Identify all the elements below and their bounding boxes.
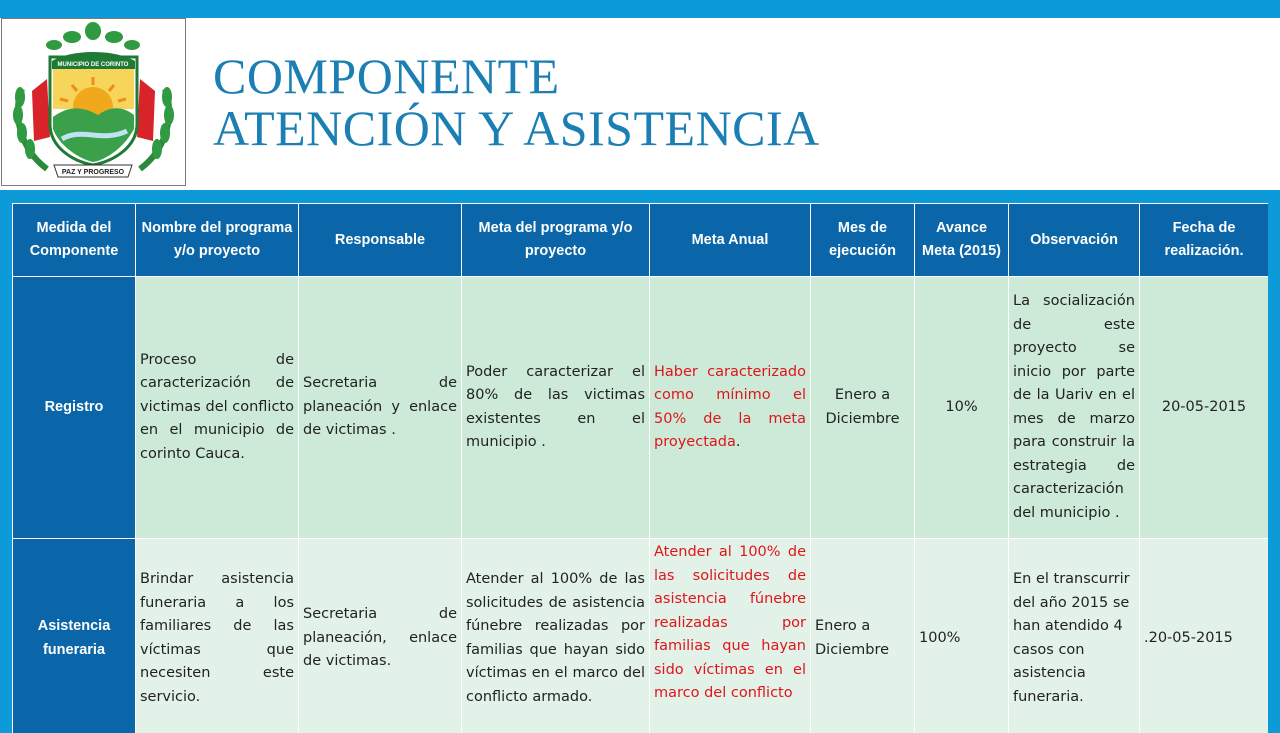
- logo-text-top: MUNICIPIO DE CORINTO: [58, 62, 129, 68]
- meta-programa-cell: Poder caracterizar el 80% de las victimas existentes en el municipio .: [462, 277, 650, 539]
- meta-anual-cell: [650, 277, 811, 539]
- programa-cell: Proceso de caracterización de victimas del conflicto en el municipio de corinto Cauca.: [136, 277, 299, 539]
- programa-cell: Brindar asistencia funeraria a los familiares de las víctimas que necesiten este servicio.: [136, 539, 299, 733]
- column-header: Observación: [1009, 204, 1140, 277]
- column-header: Meta del programa y/o proyecto: [462, 204, 650, 277]
- page-title: [213, 50, 820, 154]
- fecha-cell: 20-05-2015: [1140, 277, 1269, 539]
- top-band: [0, 0, 1280, 18]
- table-row: [13, 539, 1269, 733]
- meta-anual-text: Atender al 100% de las solicitudes de asistencia fúnebre realizadas por familias que hayan sido víctimas en el marco del conflicto: [654, 544, 806, 701]
- fecha-cell: .20-05-2015: [1140, 539, 1269, 733]
- meta-anual-end: .: [736, 434, 741, 450]
- table-row: [13, 277, 1269, 539]
- mes-cell: Enero a Diciembre: [811, 277, 915, 539]
- medida-cell: Asistencia funeraria: [13, 539, 136, 733]
- title-line-2: ATENCIÓN Y ASISTENCIA: [213, 102, 820, 154]
- observacion-cell: En el transcurrir del año 2015 se han atendido 4 casos con asistencia funeraria.: [1009, 539, 1140, 733]
- column-header: Medida del Componente: [13, 204, 136, 277]
- component-table: [12, 203, 1268, 733]
- column-header: Fecha de realización.: [1140, 204, 1269, 277]
- table-header-row: [13, 204, 1269, 277]
- medida-cell: Registro: [13, 277, 136, 539]
- meta-anual-cell: [650, 539, 811, 733]
- column-header: Avance Meta (2015): [915, 204, 1009, 277]
- municipal-shield-logo-icon: [1, 18, 186, 186]
- header: [0, 18, 1280, 190]
- responsable-cell: Secretaria de planeación y enlace de victimas .: [299, 277, 462, 539]
- logo-text-bottom: PAZ Y PROGRESO: [62, 169, 125, 176]
- column-header: Nombre del programa y/o proyecto: [136, 204, 299, 277]
- avance-cell: 100%: [915, 539, 1009, 733]
- column-header: Mes de ejecución: [811, 204, 915, 277]
- column-header: Meta Anual: [650, 204, 811, 277]
- avance-cell: 10%: [915, 277, 1009, 539]
- responsable-cell: Secretaria de planeación, enlace de victimas.: [299, 539, 462, 733]
- meta-anual-text: Haber caracterizado como mínimo el 50% de la meta proyectada: [654, 364, 806, 451]
- observacion-cell: La socialización de este proyecto se inicio por parte de la Uariv en el mes de marzo para construir la estrategia de caracterización del municipio .: [1009, 277, 1140, 539]
- column-header: Responsable: [299, 204, 462, 277]
- mes-cell: Enero a Diciembre: [811, 539, 915, 733]
- meta-programa-cell: Atender al 100% de las solicitudes de asistencia fúnebre realizadas por familias que hayan sido víctimas en el marco del conflicto armado.: [462, 539, 650, 733]
- title-line-1: COMPONENTE: [213, 50, 820, 102]
